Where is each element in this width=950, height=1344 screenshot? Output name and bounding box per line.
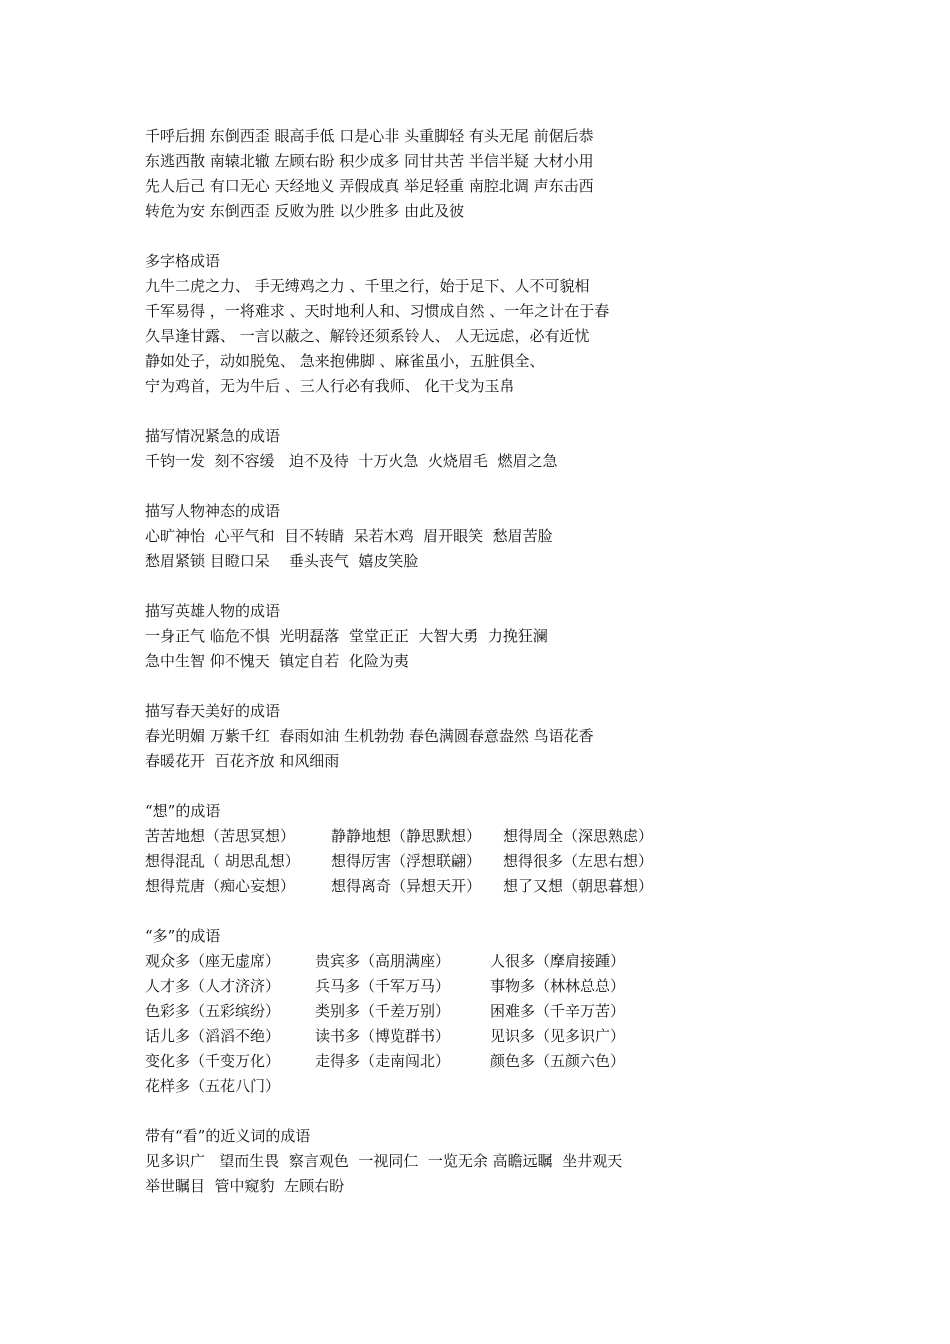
section-look xyxy=(145,1124,845,1199)
idiom-row xyxy=(145,824,845,849)
idiom-row xyxy=(145,1074,845,1099)
section-urgent xyxy=(145,424,845,474)
idiom-line: 先人后己 有口无心 天经地义 弄假成真 举足轻重 南腔北调 声东击西 xyxy=(145,177,594,195)
spacer xyxy=(145,224,845,249)
idiom-cell: 花样多（五花八门） xyxy=(145,1077,281,1095)
section-heading: 描写英雄人物的成语 xyxy=(145,602,281,620)
spacer xyxy=(145,1099,845,1124)
idiom-line: 千呼后拥 东倒西歪 眼高手低 口是心非 头重脚轻 有头无尾 前倨后恭 xyxy=(145,127,594,145)
idiom-line: 春暖花开 百花齐放 和风细雨 xyxy=(145,752,340,770)
idiom-line: 举世瞩目 管中窥豹 左顾右盼 xyxy=(145,1177,345,1195)
idiom-cell: 想得厉害（浮想联翩） xyxy=(331,852,482,870)
idiom-cell: 贵宾多（高朋满座） xyxy=(315,952,451,970)
idiom-cell: 想得荒唐（痴心妄想） xyxy=(145,877,296,895)
idiom-cell: 话儿多（滔滔不绝） xyxy=(145,1027,281,1045)
idiom-line: 愁眉紧锁 目瞪口呆 垂头丧气 嬉皮笑脸 xyxy=(145,552,419,570)
idiom-cell: 走得多（走南闯北） xyxy=(315,1052,451,1070)
spacer xyxy=(145,674,845,699)
idiom-line: 宁为鸡首，无为牛后 、三人行必有我师、 化干戈为玉帛 xyxy=(145,377,515,395)
idiom-cell: 想得混乱（ 胡思乱想） xyxy=(145,852,300,870)
idiom-cell: 类别多（千差万别） xyxy=(315,1002,451,1020)
section-heading: “想”的成语 xyxy=(145,802,221,820)
spacer xyxy=(145,474,845,499)
idiom-cell: 想得很多（左思右想） xyxy=(503,852,654,870)
idiom-line: 千军易得 ，一将难求 、天时地利人和、习惯成自然 、一年之计在于春 xyxy=(145,302,610,320)
idiom-cell: 想得离奇（异想天开） xyxy=(331,877,482,895)
section-multi-char xyxy=(145,249,845,399)
section-heading: 描写情况紧急的成语 xyxy=(145,427,281,445)
idiom-line: 一身正气 临危不惧 光明磊落 堂堂正正 大智大勇 力挽狂澜 xyxy=(145,627,548,645)
idiom-row xyxy=(145,1049,845,1074)
idiom-cell: 静静地想（静思默想） xyxy=(331,827,482,845)
section-hero xyxy=(145,599,845,674)
idiom-line: 心旷神怡 心平气和 目不转睛 呆若木鸡 眉开眼笑 愁眉苦脸 xyxy=(145,527,553,545)
idiom-line: 急中生智 仰不愧天 镇定自若 化险为夷 xyxy=(145,652,409,670)
idiom-row xyxy=(145,849,845,874)
idiom-cell: 人才多（人才济济） xyxy=(145,977,281,995)
idiom-line: 千钧一发 刻不容缓 迫不及待 十万火急 火烧眉毛 燃眉之急 xyxy=(145,452,558,470)
idiom-line: 静如处子，动如脱兔、 急来抱佛脚 、麻雀虽小，五脏俱全、 xyxy=(145,352,545,370)
section-heading: 多字格成语 xyxy=(145,252,221,270)
idiom-line: 见多识广 望而生畏 察言观色 一视同仁 一览无余 高瞻远瞩 坐井观天 xyxy=(145,1152,623,1170)
idiom-line: 东逃西散 南辕北辙 左顾右盼 积少成多 同甘共苦 半信半疑 大材小用 xyxy=(145,152,594,170)
section-heading: 描写春天美好的成语 xyxy=(145,702,281,720)
spacer xyxy=(145,774,845,799)
document-page xyxy=(145,124,845,1199)
idiom-line: 久旱逢甘露、 一言以蔽之、解铃还须系铃人、 人无远虑，必有近忧 xyxy=(145,327,590,345)
section-heading: 带有“看”的近义词的成语 xyxy=(145,1127,311,1145)
idiom-cell: 颜色多（五颜六色） xyxy=(490,1052,626,1070)
idiom-row xyxy=(145,974,845,999)
idiom-cell: 读书多（博览群书） xyxy=(315,1027,451,1045)
section-heading: “多”的成语 xyxy=(145,927,221,945)
section-think xyxy=(145,799,845,899)
idiom-row xyxy=(145,1024,845,1049)
section-many xyxy=(145,924,845,1099)
idiom-row xyxy=(145,999,845,1024)
idiom-row xyxy=(145,874,845,899)
idiom-block-general xyxy=(145,124,845,224)
spacer xyxy=(145,899,845,924)
section-heading: 描写人物神态的成语 xyxy=(145,502,281,520)
idiom-cell: 观众多（座无虚席） xyxy=(145,952,281,970)
section-spring xyxy=(145,699,845,774)
spacer xyxy=(145,574,845,599)
idiom-line: 春光明媚 万紫千红 春雨如油 生机勃勃 春色满圆春意盎然 鸟语花香 xyxy=(145,727,594,745)
idiom-row xyxy=(145,949,845,974)
idiom-line: 九牛二虎之力、 手无缚鸡之力 、千里之行，始于足下、人不可貌相 xyxy=(145,277,590,295)
idiom-cell: 困难多（千辛万苦） xyxy=(490,1002,626,1020)
idiom-cell: 变化多（千变万化） xyxy=(145,1052,281,1070)
idiom-cell: 想得周全（深思熟虑） xyxy=(503,827,654,845)
idiom-line: 转危为安 东倒西歪 反败为胜 以少胜多 由此及彼 xyxy=(145,202,465,220)
idiom-cell: 色彩多（五彩缤纷） xyxy=(145,1002,281,1020)
spacer xyxy=(145,399,845,424)
idiom-cell: 见识多（见多识广） xyxy=(490,1027,626,1045)
idiom-cell: 事物多（林林总总） xyxy=(490,977,626,995)
section-expression xyxy=(145,499,845,574)
idiom-cell: 想了又想（朝思暮想） xyxy=(503,877,654,895)
idiom-cell: 人很多（摩肩接踵） xyxy=(490,952,626,970)
idiom-cell: 苦苦地想（苦思冥想） xyxy=(145,827,296,845)
idiom-cell: 兵马多（千军万马） xyxy=(315,977,451,995)
